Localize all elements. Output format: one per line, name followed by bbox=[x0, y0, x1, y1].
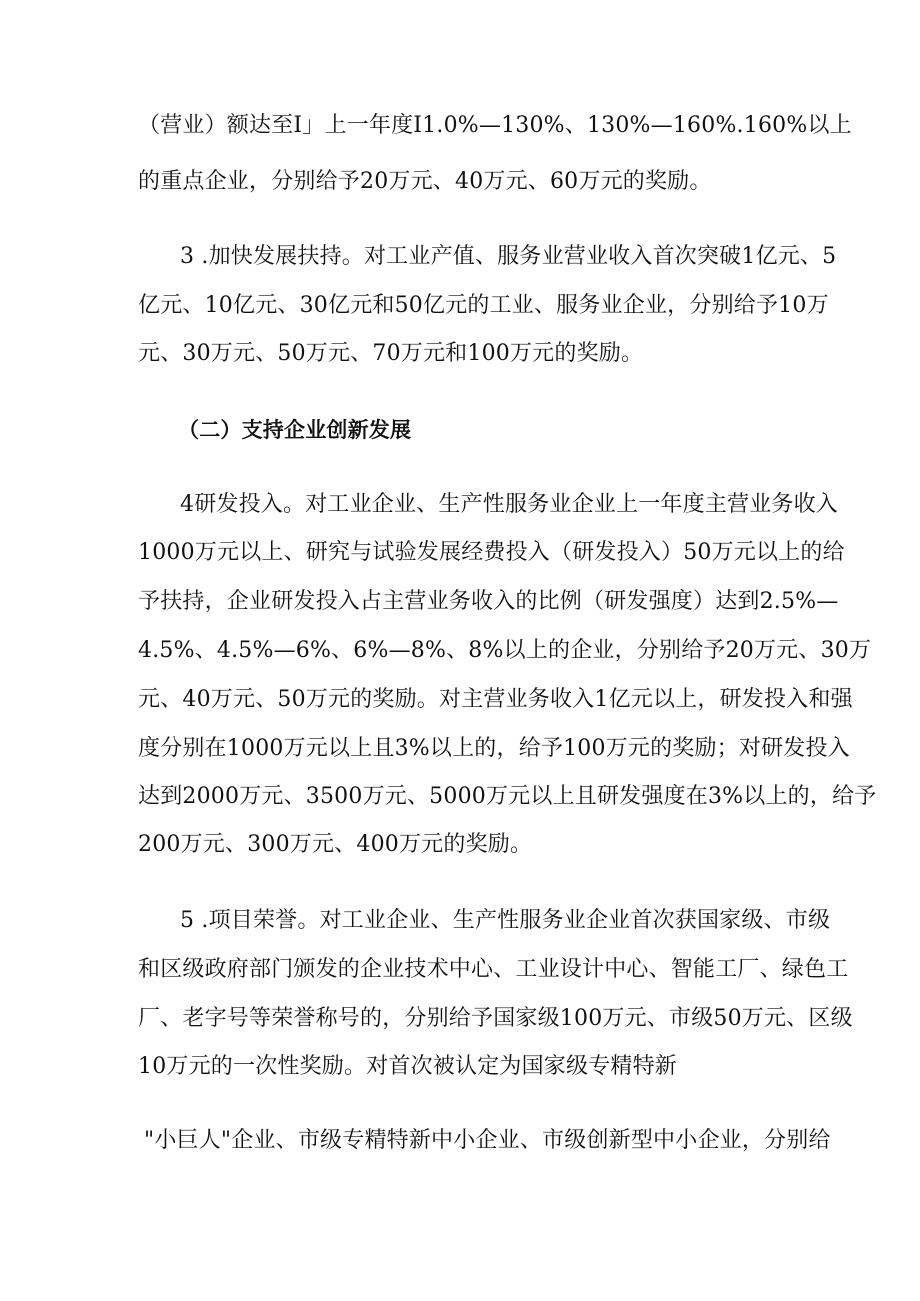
text-line: 达到2000万元、3500万元、5000万元以上且研发强度在3%以上的，给予 bbox=[138, 784, 877, 809]
text-line: 的重点企业，分别给予20万元、40万元、60万元的奖励。 bbox=[138, 169, 712, 194]
text-line: 10万元的一次性奖励。对首次被认定为国家级专精特新 bbox=[138, 1054, 677, 1079]
text-line: 亿元、10亿元、30亿元和50亿元的工业、服务业企业，分别给予10万 bbox=[138, 293, 829, 318]
text-line: 200万元、300万元、400万元的奖励。 bbox=[138, 832, 533, 857]
text-line: 4研发投入。对工业企业、生产性服务业企业上一年度主营业务收入 bbox=[180, 492, 838, 517]
text-line: （营业）额达至I」上一年度I1.0%—130%、130%—160%.160%以上 bbox=[138, 113, 852, 138]
text-line: 1000万元以上、研究与试验发展经费投入（研发投入）50万元以上的给 bbox=[138, 540, 845, 565]
text-line: 度分别在1000万元以上且3%以上的，给予100万元的奖励；对研发投入 bbox=[138, 736, 850, 761]
text-line: 3 .加快发展扶持。对工业产值、服务业营业收入首次突破1亿元、5 bbox=[180, 244, 837, 269]
text-line: "小巨人"企业、市级专精特新中小企业、市级创新型中小企业，分别给 bbox=[144, 1128, 831, 1153]
text-line: 和区级政府部门颁发的企业技术中心、工业设计中心、智能工厂、绿色工 bbox=[138, 957, 849, 982]
text-line: 厂、老字号等荣誉称号的，分别给予国家级100万元、市级50万元、区级 bbox=[138, 1006, 853, 1031]
text-line: 5 .项目荣誉。对工业企业、生产性服务业企业首次获国家级、市级 bbox=[180, 908, 831, 933]
text-line: 予扶持，企业研发投入占主营业务收入的比例（研发强度）达到2.5%— bbox=[138, 589, 839, 614]
section-heading: （二）支持企业创新发展 bbox=[178, 418, 412, 442]
text-line: 元、40万元、50万元的奖励。对主营业务收入1亿元以上，研发投入和强 bbox=[138, 687, 853, 712]
text-line: 4.5%、4.5%—6%、6%—8%、8%以上的企业，分别给予20万元、30万 bbox=[138, 638, 872, 663]
text-line: 元、30万元、50万元、70万元和100万元的奖励。 bbox=[138, 341, 644, 366]
